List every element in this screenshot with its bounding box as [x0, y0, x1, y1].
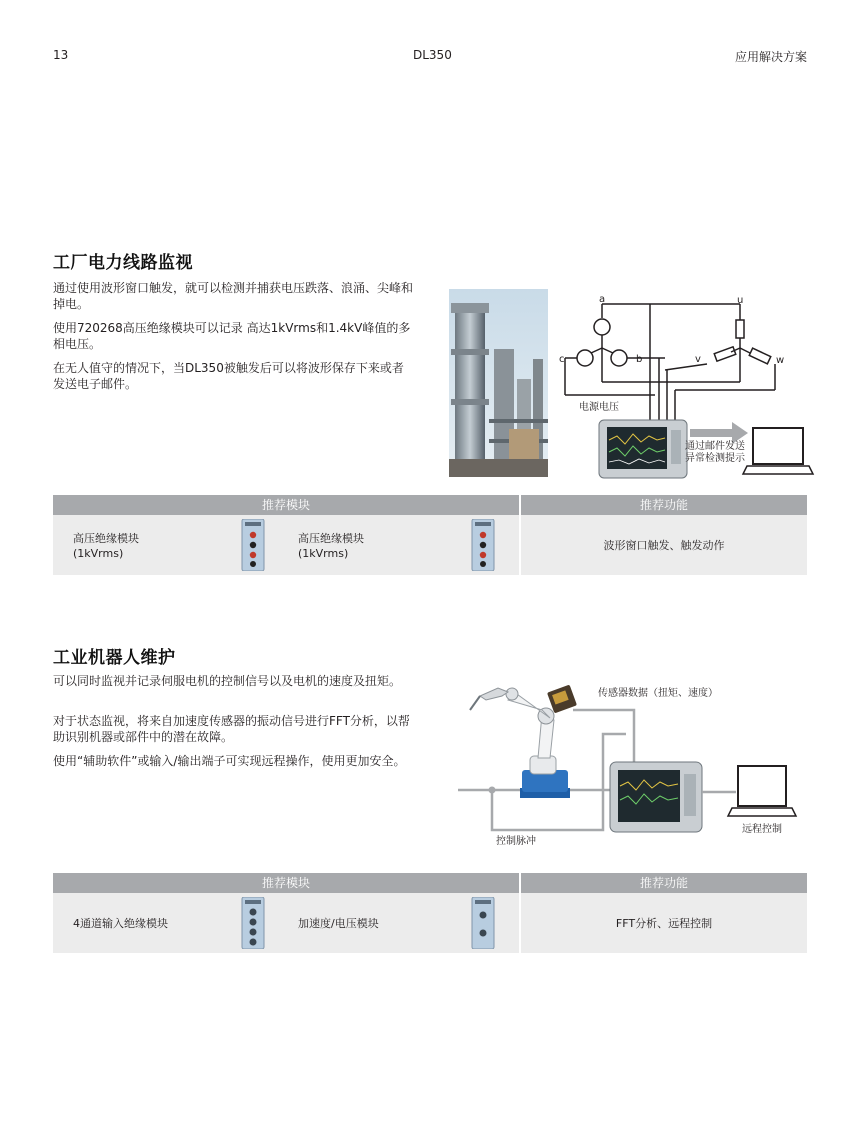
label-v: v: [695, 354, 701, 365]
control-pulse-label: 控制脉冲: [496, 836, 536, 847]
section1-title: 工厂电力线路监视: [53, 253, 193, 273]
recommendation-table-2: [53, 873, 807, 953]
module-2-rating: (1kVrms): [298, 547, 349, 560]
product-name: DL350: [413, 48, 452, 62]
hv-module-image-1: [241, 519, 265, 571]
email-label-line2: 异常检测提示: [685, 453, 745, 464]
function-2: FFT分析、远程控制: [615, 917, 713, 930]
modules-header: 推荐模块: [53, 495, 519, 515]
section2-paragraph-1: 可以同时监视并记录伺服电机的控制信号以及电机的速度及扭矩。: [53, 674, 402, 688]
label-w: w: [776, 355, 785, 366]
section1-paragraph-2: 使用720268高压绝缘模块可以记录 高达1kVrms和1.4kV峰值的多相电压。: [53, 321, 411, 351]
section2-paragraph-3: 使用“辅助软件”或输入/输出端子可实现远程操作，使用更加安全。: [53, 754, 406, 768]
module-2-name: 高压绝缘模块: [298, 532, 364, 545]
power-voltage-label: 电源电压: [579, 402, 619, 413]
factory-photo: [449, 289, 548, 477]
section2-title: 工业机器人维护: [53, 648, 176, 668]
hv-module-image-2: [471, 519, 495, 571]
module-1-name: 高压绝缘模块: [73, 532, 139, 545]
page-number: 13: [53, 48, 69, 62]
sensor-data-label: 传感器数据（扭矩、速度）: [598, 688, 718, 699]
module-4-name: 加速度/电压模块: [298, 917, 379, 930]
modules-header: 推荐模块: [53, 873, 519, 893]
functions-header: 推荐功能: [521, 873, 807, 893]
section1-paragraph-1: 通过使用波形窗口触发，就可以检测并捕获电压跌落、浪涌、尖峰和掉电。: [53, 281, 414, 311]
section-name: 应用解决方案: [734, 50, 807, 64]
function-1: 波形窗口触发、触发动作: [603, 539, 725, 552]
accel-voltage-module-image: [471, 897, 495, 949]
label-b: b: [636, 354, 643, 365]
label-c: c: [559, 354, 565, 365]
label-u: u: [737, 295, 744, 306]
section2-paragraph-2: 对于状态监视，将来自加速度传感器的振动信号进行FFT分析，以帮助识别机器或部件中的潜在故障。: [53, 714, 410, 744]
module-3-name: 4通道输入绝缘模块: [73, 917, 168, 930]
label-a: a: [599, 294, 606, 305]
remote-control-label: 远程控制: [742, 824, 782, 835]
module-1-rating: (1kVrms): [73, 547, 124, 560]
isolation-module-image: [241, 897, 265, 949]
power-line-diagram: [555, 290, 815, 485]
robot-diagram: [458, 670, 808, 850]
section1-paragraph-3: 在无人值守的情况下，当DL350被触发后可以将波形保存下来或者发送电子邮件。: [53, 361, 404, 391]
email-label-line1: 通过邮件发送: [685, 441, 745, 452]
functions-header: 推荐功能: [521, 495, 807, 515]
recommendation-table-1: [53, 495, 807, 575]
